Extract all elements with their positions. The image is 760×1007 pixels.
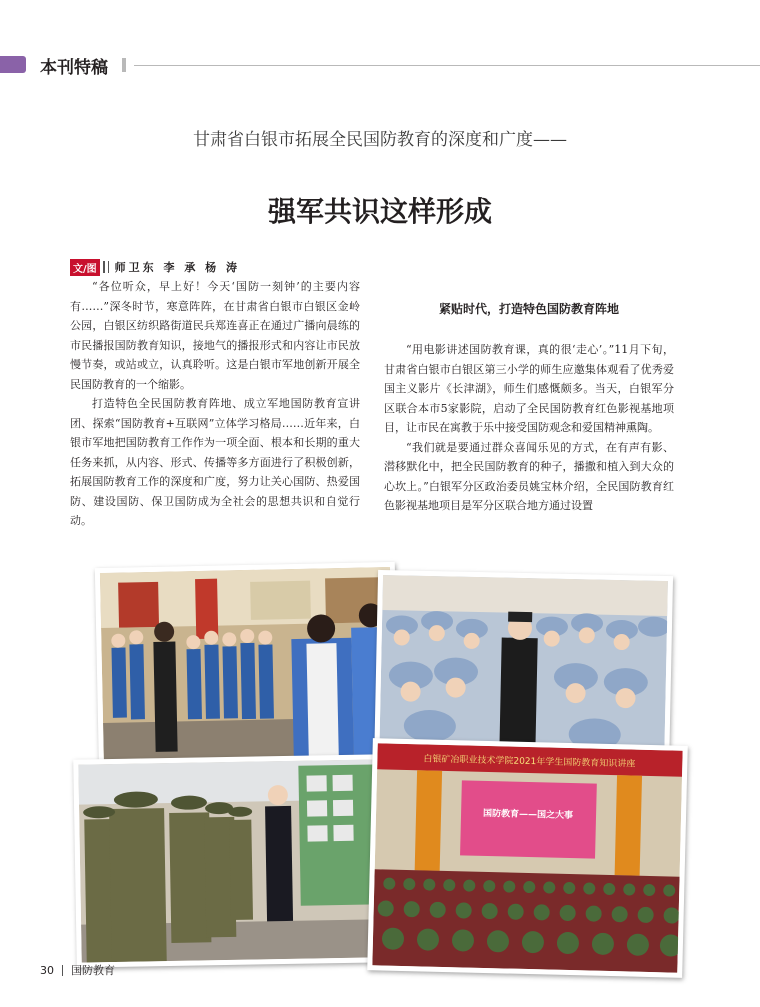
section-rule (134, 65, 760, 66)
screen-text: 国防教育——国之大事 (482, 808, 574, 822)
subhead: 紧贴时代，打造特色国防教育阵地 (438, 302, 619, 316)
paragraph: “我们就是要通过群众喜闻乐见的方式，在有声有影、潜移默化中，把全民国防教育的种子，播撒和植入到大众的心坎上。”白银军分区政治委员姚宝林介绍，全民国防教育红色影视基地项目是军分区联合地方通过设置 (384, 440, 674, 512)
left-column (70, 277, 360, 531)
photo-lecture-hall (367, 738, 688, 978)
page-number: 30 (40, 963, 54, 977)
byline (70, 259, 240, 275)
magazine-name: 国防教育 (71, 964, 115, 977)
right-column (384, 340, 674, 516)
paragraph: 打造特色全民国防教育阵地、成立军地国防教育宣讲团、探索“国防教育+互联网”立体学习格局……近年来，白银市军地把国防教育工作作为一项全面、根本和长期的重大任务来抓，从内容、形式、传播等多方面进行了积极创新，拓展国防教育工作的深度和广度，努力让关心国防、热爱国防、建设国防、保卫国防成为全社会的思想共识和自觉行动。 (70, 397, 360, 527)
byline-authors: 师卫东 李 承 杨 涛 (114, 261, 240, 274)
section-bar (0, 56, 26, 73)
paragraph: “各位听众，早上好！今天‘国防一刻钟’的主要内容有……”深冬时节，寒意阵阵，在甘肃省白银市白银区金岭公园，白银区纺织路街道民兵郑连喜正在通过广播向晨练的市民播报国防教育知识，接地气的播报形式和内容让市民放慢节奏，或站或立，认真聆听。这是白银市军地创新开展全民国防教育的一个缩影。 (70, 280, 360, 391)
page-footer (40, 962, 115, 978)
footer-divider (62, 965, 63, 976)
photo-soldiers-exhibition (73, 754, 382, 967)
byline-divider-thin (108, 261, 109, 273)
section-mark (122, 58, 126, 72)
hall-banner-text: 白银矿冶职业技术学院2021年学生国防教育知识讲座 (423, 754, 636, 770)
paragraph: “用电影讲述国防教育课，真的很‘走心’。”11月下旬，甘肃省白银市白银区第三小学的师生应邀集体观看了优秀爱国主义影片《长津湖》，师生们感慨颇多。当天，白银军分区联合本市5家影院，启动了全民国防教育红色影视基地项目，让市民在寓教于乐中接受国防观念和爱国精神熏陶。 (384, 343, 674, 434)
byline-tag: 文/图 (70, 259, 100, 276)
photo-exhibition-students (95, 562, 399, 781)
section-label: 本刊特稿 (40, 58, 108, 78)
article-headline: 强军共识这样形成 (267, 195, 492, 228)
byline-divider (103, 261, 105, 273)
article-kicker: 甘肃省白银市拓展全民国防教育的深度和广度—— (193, 130, 567, 150)
